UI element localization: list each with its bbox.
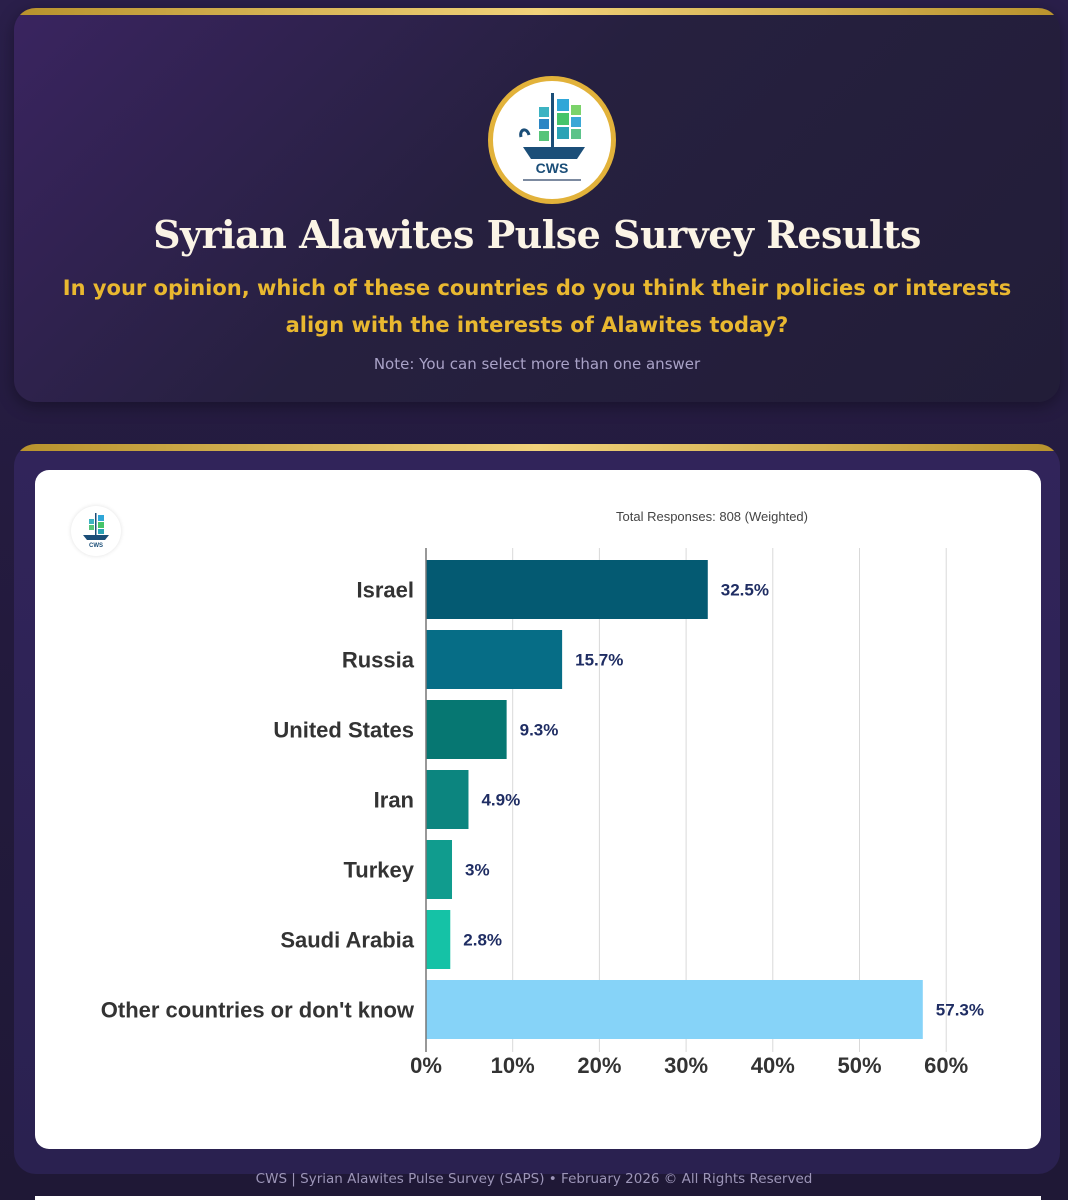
chart-gold-bar — [14, 444, 1060, 451]
svg-text:CWS: CWS — [535, 160, 569, 176]
survey-question: In your opinion, which of these countries do you think their policies or interests align with the interests of Alawites today? — [62, 276, 1012, 337]
x-tick-label: 60% — [924, 1053, 969, 1078]
category-label: Russia — [341, 647, 414, 673]
header-card — [14, 8, 1060, 402]
bar — [426, 630, 562, 689]
bottom-white-edge — [35, 1196, 1041, 1200]
data-label: 3% — [465, 860, 490, 880]
data-label: 4.9% — [481, 790, 521, 810]
bar — [426, 840, 452, 899]
total-responses: Total Responses: 808 (Weighted) — [616, 509, 808, 524]
category-label: Turkey — [343, 857, 414, 883]
category-label: Other countries or don't know — [100, 997, 414, 1023]
x-tick-label: 0% — [410, 1053, 442, 1078]
x-tick-label: 40% — [750, 1053, 795, 1078]
x-tick-label: 10% — [490, 1053, 535, 1078]
survey-note: Note: You can select more than one answer — [373, 355, 701, 373]
data-label: 57.3% — [935, 1000, 984, 1020]
chart-panel — [35, 470, 1041, 1149]
category-label: Iran — [373, 787, 414, 813]
category-label: United States — [273, 717, 414, 743]
data-label: 9.3% — [519, 720, 559, 740]
x-tick-label: 30% — [664, 1053, 709, 1078]
data-label: 32.5% — [720, 580, 769, 600]
data-label: 2.8% — [463, 930, 503, 950]
bar-chart — [35, 470, 1041, 1149]
category-label: Israel — [356, 577, 414, 603]
bar — [426, 770, 468, 829]
ship-logo-icon — [493, 81, 611, 199]
footer-text: CWS | Syrian Alawites Pulse Survey (SAPS) • February 2026 © All Rights Reserved — [255, 1171, 813, 1187]
bar — [426, 910, 450, 969]
category-label: Saudi Arabia — [280, 927, 414, 953]
data-label: 15.7% — [575, 650, 624, 670]
x-tick-label: 50% — [837, 1053, 882, 1078]
x-tick-label: 20% — [577, 1053, 622, 1078]
cws-logo — [488, 76, 616, 204]
svg-text:CWS: CWS — [89, 543, 103, 549]
page-title: Syrian Alawites Pulse Survey Results — [153, 212, 921, 257]
bar — [426, 980, 923, 1039]
bar — [426, 560, 708, 619]
bar — [426, 700, 507, 759]
header-gold-bar — [14, 8, 1060, 15]
